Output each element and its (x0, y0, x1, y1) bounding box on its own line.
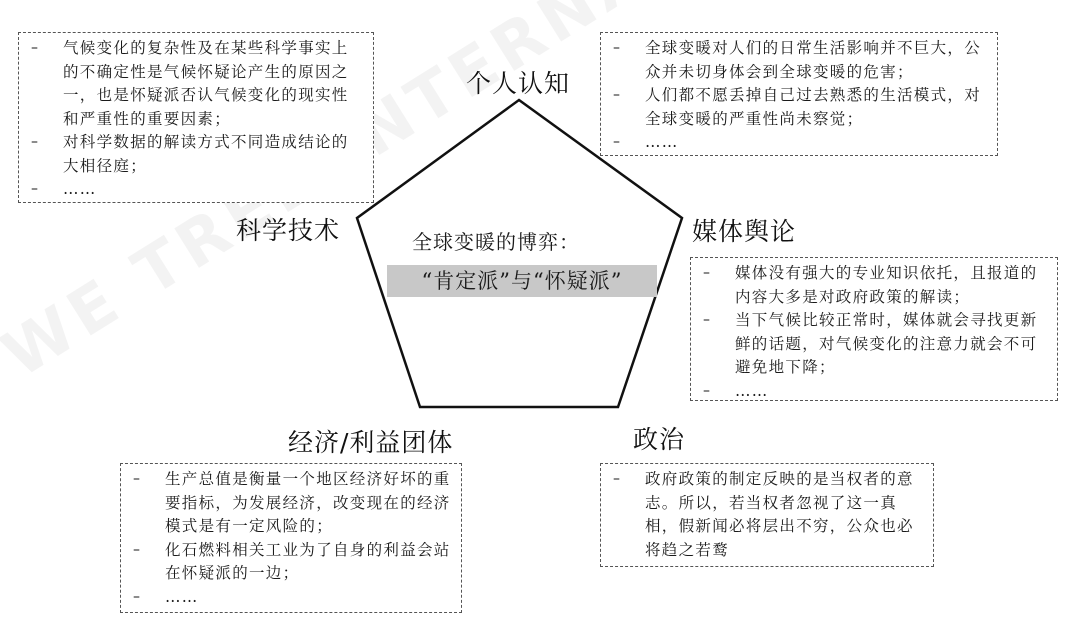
box-politics-item: – 政府政策的制定反映的是当权者的意志。所以，若当权者忽视了这一真相，假新闻必将层出不穷，公众也必将趋之若鹜 (611, 468, 923, 562)
box-politics-list (611, 468, 923, 562)
box-personal-list (611, 37, 987, 155)
box-politics (600, 463, 934, 567)
box-science-item: – 对科学数据的解读方式不同造成结论的大相径庭； (29, 131, 363, 178)
box-science-item: – …… (29, 178, 363, 202)
box-science (18, 32, 374, 203)
label-science: 科学技术 (236, 216, 341, 245)
box-personal-item: – …… (611, 131, 987, 155)
box-personal (600, 32, 998, 156)
box-economy (120, 463, 462, 613)
label-media: 媒体舆论 (692, 217, 797, 246)
center-title: 全球变暖的博弈： (412, 230, 580, 254)
box-media-item: – …… (701, 380, 1047, 404)
box-media (690, 257, 1058, 401)
label-politics: 政治 (633, 425, 686, 454)
box-science-list (29, 37, 363, 202)
center-subtitle: “肯定派”与“怀疑派” (387, 265, 657, 297)
label-economy: 经济/利益团体 (288, 428, 454, 457)
box-economy-item: – 生产总值是衡量一个地区经济好坏的重要指标，为发展经济，改变现在的经济模式是有一定风险的； (131, 468, 451, 539)
box-economy-list (131, 468, 451, 609)
box-science-item: – 气候变化的复杂性及在某些科学事实上的不确定性是气候怀疑论产生的原因之一，也是怀疑派否认气候变化的现实性和严重性的重要因素； (29, 37, 363, 131)
box-personal-item: – 人们都不愿丢掉自己过去熟悉的生活模式，对全球变暖的严重性尚未察觉； (611, 84, 987, 131)
box-media-item: – 当下气候比较正常时，媒体就会寻找更新鲜的话题，对气候变化的注意力就会不可避免地下降； (701, 309, 1047, 380)
box-economy-item: – …… (131, 586, 451, 610)
box-personal-item: – 全球变暖对人们的日常生活影响并不巨大，公众并未切身体会到全球变暖的危害； (611, 37, 987, 84)
box-media-list (701, 262, 1047, 403)
box-media-item: – 媒体没有强大的专业知识依托，且报道的内容大多是对政府政策的解读； (701, 262, 1047, 309)
label-personal: 个人认知 (466, 69, 571, 98)
box-economy-item: – 化石燃料相关工业为了自身的利益会站在怀疑派的一边； (131, 539, 451, 586)
